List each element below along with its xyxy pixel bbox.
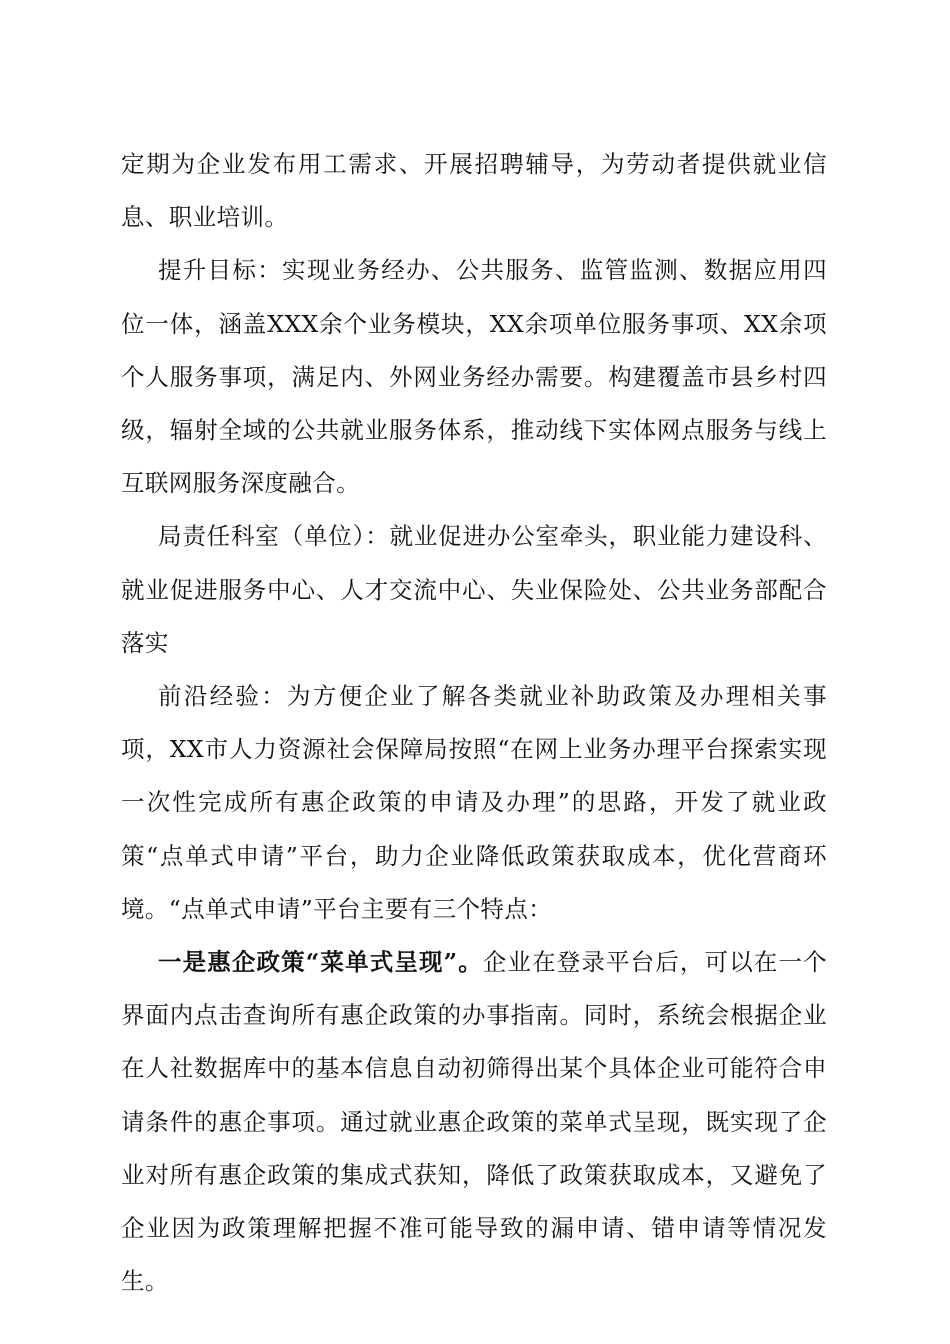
paragraph-improvement-goal: 提升目标：实现业务经办、公共服务、监管监测、数据应用四位一体，涵盖XXX余个业务模块，XX余项单位服务事项、XX余项个人服务事项，满足内、外网业务经办需要。构建覆盖市县乡村四级，辐射全域的公共就业服务体系，推动线下实体网点服务与线上互联网服务深度融合。 bbox=[121, 256, 827, 498]
paragraph-employment-info: 定期为企业发布用工需求、开展招聘辅导，为劳动者提供就业信息、职业培训。 bbox=[121, 150, 827, 232]
paragraph-bold-lead: 一是惠企政策“菜单式呈现”。 bbox=[158, 948, 483, 977]
paragraph-menu-presentation bbox=[121, 936, 827, 1308]
document-body bbox=[121, 138, 827, 1308]
paragraph-responsible-office: 局责任科室（单位）：就业促进办公室牵头，职业能力建设科、就业促进服务中心、人才交流中心、失业保险处、公共业务部配合落实 bbox=[121, 522, 827, 657]
paragraph-frontier-experience: 前沿经验：为方便企业了解各类就业补助政策及办理相关事项，XX市人力资源社会保障局按照“在网上业务办理平台探索实现一次性完成所有惠企政策的申请及办理”的思路，开发了就业政策“点单式申请”平台，助力企业降低政策获取成本，优化营商环境。“点单式申请”平台主要有三个特点： bbox=[121, 682, 827, 923]
paragraph-body-text: 企业在登录平台后，可以在一个界面内点击查询所有惠企政策的办事指南。同时，系统会根据企业在人社数据库中的基本信息自动初筛得出某个具体企业可能符合申请条件的惠企事项。通过就业惠企政策的菜单式呈现，既实现了企业对所有惠企政策的集成式获知，降低了政策获取成本，又避免了企业因为政策理解把握不准可能导致的漏申请、错申请等情况发生。 bbox=[121, 948, 827, 1296]
